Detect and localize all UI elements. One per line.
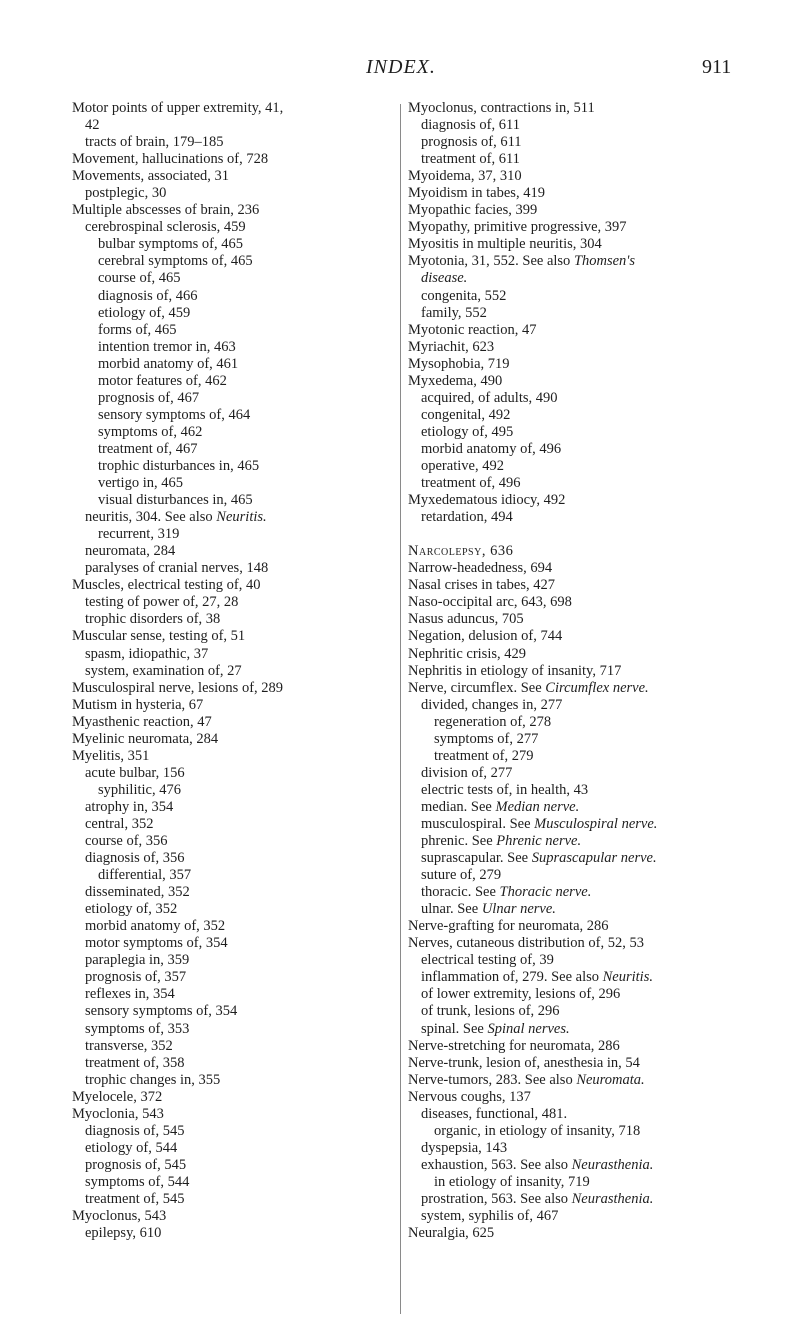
index-entry bbox=[408, 816, 738, 833]
index-entry-text: paralyses of cranial nerves, 148 bbox=[85, 560, 269, 577]
index-entry-text: suture of, 279 bbox=[421, 867, 502, 884]
index-entry-text: epilepsy, 610 bbox=[85, 1225, 162, 1242]
index-entry-text: morbid anatomy of, 496 bbox=[421, 440, 562, 457]
index-entry bbox=[408, 918, 738, 935]
index-entry-text: Myoclonus, contractions in, 511 bbox=[408, 100, 595, 116]
index-entry-text: inflammation of, 279. See also bbox=[421, 969, 603, 986]
index-entry-text: Myoidism in tabes, 419 bbox=[408, 185, 545, 202]
index-entry bbox=[72, 594, 390, 611]
index-entry-text: vertigo in, 465 bbox=[98, 475, 183, 492]
index-entry-text: Myelitis, 351 bbox=[72, 747, 150, 764]
index-entry-text: system, syphilis of, 467 bbox=[421, 1208, 559, 1225]
index-entry bbox=[72, 1106, 390, 1123]
index-entry bbox=[72, 935, 390, 952]
index-entry-text: Mutism in hysteria, 67 bbox=[72, 696, 204, 713]
index-entry bbox=[72, 407, 390, 424]
index-entry bbox=[72, 168, 390, 185]
index-entry-text: ulnar. See bbox=[421, 901, 482, 918]
index-entry-text: Myositis in multiple neuritis, 304 bbox=[408, 236, 602, 253]
index-entry bbox=[408, 1089, 738, 1106]
index-entry-text: Neuralgia, 625 bbox=[408, 1225, 495, 1242]
index-entry bbox=[72, 492, 390, 509]
index-entry bbox=[72, 867, 390, 884]
index-entry-text: retardation, 494 bbox=[421, 509, 513, 526]
index-entry bbox=[72, 1021, 390, 1038]
index-entry-text: motor features of, 462 bbox=[98, 372, 227, 389]
index-entry-text: central, 352 bbox=[85, 815, 154, 832]
index-entry-text: sensory symptoms of, 464 bbox=[98, 406, 251, 423]
index-entry bbox=[408, 202, 738, 219]
index-entry bbox=[72, 901, 390, 918]
index-entry-text: Myotonic reaction, 47 bbox=[408, 321, 537, 338]
column-divider bbox=[400, 104, 401, 1314]
index-entry-text: dyspepsia, 143 bbox=[421, 1139, 508, 1156]
index-entry bbox=[408, 731, 738, 748]
index-entry bbox=[72, 253, 390, 270]
index-entry bbox=[72, 1072, 390, 1089]
index-entry bbox=[72, 151, 390, 168]
index-entry-text: prognosis of, 545 bbox=[85, 1156, 187, 1173]
index-entry bbox=[408, 1003, 738, 1020]
index-entry bbox=[408, 339, 738, 356]
index-entry bbox=[408, 185, 738, 202]
index-entry-text: disseminated, 352 bbox=[85, 884, 190, 901]
index-entry bbox=[408, 543, 738, 560]
index-entry-text: spasm, idiopathic, 37 bbox=[85, 645, 209, 662]
index-entry bbox=[408, 1157, 738, 1174]
index-entry bbox=[408, 253, 738, 270]
index-entry-text: prostration, 563. See also bbox=[421, 1191, 572, 1207]
index-entry bbox=[408, 1072, 738, 1089]
index-entry-text: Nephritic crisis, 429 bbox=[408, 645, 526, 662]
index-entry-text: Narcolepsy, 636 bbox=[408, 543, 514, 560]
index-entry bbox=[408, 1225, 738, 1242]
index-entry-text: regeneration of, 278 bbox=[434, 713, 552, 730]
index-cross-reference: Spinal nerves. bbox=[487, 1020, 570, 1037]
index-entry-text: motor symptoms of, 354 bbox=[85, 935, 228, 952]
page-title: INDEX. bbox=[366, 56, 436, 78]
index-entry bbox=[408, 168, 738, 185]
index-entry bbox=[408, 901, 738, 918]
index-entry bbox=[408, 1174, 738, 1191]
index-entry bbox=[408, 1191, 738, 1208]
index-entry-text: morbid anatomy of, 461 bbox=[98, 355, 239, 372]
index-entry-text: reflexes in, 354 bbox=[85, 986, 175, 1003]
index-entry bbox=[408, 560, 738, 577]
index-entry-text: Narrow-headedness, 694 bbox=[408, 560, 553, 577]
index-entry bbox=[408, 646, 738, 663]
index-entry bbox=[72, 986, 390, 1003]
index-entry bbox=[72, 305, 390, 322]
index-entry bbox=[72, 458, 390, 475]
index-cross-reference: Neuromata. bbox=[576, 1071, 645, 1088]
index-entry bbox=[72, 1157, 390, 1174]
index-entry-text: Myotonia, 31, 552. See also bbox=[408, 253, 574, 270]
index-column-left bbox=[72, 100, 390, 1242]
index-entry-text: Multiple abscesses of brain, 236 bbox=[72, 202, 260, 219]
index-entry bbox=[72, 441, 390, 458]
index-entry bbox=[72, 731, 390, 748]
index-entry bbox=[72, 1208, 390, 1225]
index-cross-reference: Neuritis. bbox=[216, 509, 267, 526]
index-entry-text: Mysophobia, 719 bbox=[408, 355, 510, 372]
index-entry bbox=[72, 424, 390, 441]
index-entry-text: Nerve-grafting for neuromata, 286 bbox=[408, 918, 609, 935]
index-entry-text: course of, 465 bbox=[98, 270, 181, 287]
index-entry bbox=[408, 305, 738, 322]
index-entry bbox=[408, 867, 738, 884]
index-entry-text: Motor points of upper extremity, 41, bbox=[72, 100, 284, 116]
index-entry bbox=[408, 1021, 738, 1038]
index-entry-text: thoracic. See bbox=[421, 884, 500, 901]
index-entry-text: organic, in etiology of insanity, 718 bbox=[434, 1122, 641, 1139]
index-cross-reference: Thoracic nerve. bbox=[499, 884, 592, 901]
page-header bbox=[0, 56, 800, 86]
index-entry bbox=[72, 577, 390, 594]
index-entry bbox=[72, 952, 390, 969]
index-entry-text: exhaustion, 563. See also bbox=[421, 1156, 572, 1173]
index-entry bbox=[408, 390, 738, 407]
index-entry bbox=[72, 816, 390, 833]
index-entry bbox=[408, 628, 738, 645]
index-entry bbox=[408, 799, 738, 816]
index-entry-text: operative, 492 bbox=[421, 457, 504, 474]
index-entry-text: testing of power of, 27, 28 bbox=[85, 594, 239, 611]
index-entry-text: Nerve-stretching for neuromata, 286 bbox=[408, 1037, 620, 1054]
index-entry-text: of lower extremity, lesions of, 296 bbox=[421, 986, 621, 1003]
index-entry-text: prognosis of, 467 bbox=[98, 389, 200, 406]
index-entry bbox=[408, 117, 738, 134]
index-entry bbox=[408, 134, 738, 151]
index-entry bbox=[408, 288, 738, 305]
index-entry bbox=[408, 748, 738, 765]
index-entry-text: postplegic, 30 bbox=[85, 185, 167, 202]
index-entry bbox=[72, 714, 390, 731]
index-entry-text: paraplegia in, 359 bbox=[85, 952, 190, 969]
index-entry-text: symptoms of, 277 bbox=[434, 730, 539, 747]
index-entry bbox=[72, 884, 390, 901]
index-entry-text: in etiology of insanity, 719 bbox=[434, 1173, 590, 1190]
index-entry-text: trophic changes in, 355 bbox=[85, 1071, 221, 1088]
index-entry-text: Muscles, electrical testing of, 40 bbox=[72, 577, 261, 594]
index-entry-text: of trunk, lesions of, 296 bbox=[421, 1003, 560, 1020]
index-cross-reference: Median nerve. bbox=[495, 798, 580, 815]
index-entry-text: Negation, delusion of, 744 bbox=[408, 628, 563, 645]
index-entry bbox=[72, 322, 390, 339]
index-entry-text: acquired, of adults, 490 bbox=[421, 389, 558, 406]
index-entry bbox=[408, 850, 738, 867]
index-entry bbox=[408, 680, 738, 697]
index-entry-text: spinal. See bbox=[421, 1020, 488, 1037]
index-entry-text: Nerve, circumflex. See bbox=[408, 679, 546, 696]
index-entry-text: cerebrospinal sclerosis, 459 bbox=[85, 219, 246, 236]
index-entry bbox=[72, 219, 390, 236]
index-entry-text: Nephritis in etiology of insanity, 717 bbox=[408, 662, 622, 679]
index-entry-text: Myoclonia, 543 bbox=[72, 1105, 164, 1122]
index-entry bbox=[72, 1191, 390, 1208]
index-entry bbox=[72, 765, 390, 782]
index-entry-text: etiology of, 459 bbox=[98, 304, 191, 321]
index-entry-text: forms of, 465 bbox=[98, 321, 177, 338]
index-entry-text: Nervous coughs, 137 bbox=[408, 1088, 531, 1105]
index-entry bbox=[408, 441, 738, 458]
index-entry bbox=[408, 1208, 738, 1225]
index-entry-text: prognosis of, 611 bbox=[421, 134, 522, 151]
index-entry-text: 42 bbox=[85, 117, 100, 134]
index-entry-text: treatment of, 496 bbox=[421, 475, 521, 492]
index-entry-text: etiology of, 544 bbox=[85, 1139, 178, 1156]
index-entry bbox=[408, 986, 738, 1003]
index-entry bbox=[72, 185, 390, 202]
index-entry bbox=[72, 117, 390, 134]
index-column-right bbox=[408, 100, 738, 1242]
index-entry-text: diagnosis of, 545 bbox=[85, 1122, 185, 1139]
index-cross-reference: Thomsen's bbox=[573, 253, 636, 270]
index-entry bbox=[72, 663, 390, 680]
index-entry bbox=[408, 782, 738, 799]
index-entry bbox=[408, 100, 738, 117]
index-entry-text: Nasal crises in tabes, 427 bbox=[408, 577, 555, 594]
index-entry-text: diagnosis of, 356 bbox=[85, 850, 185, 867]
index-entry bbox=[408, 373, 738, 390]
index-entry-text: diagnosis of, 466 bbox=[98, 287, 198, 304]
index-cross-reference: Circumflex nerve. bbox=[545, 679, 649, 696]
index-entry bbox=[72, 1225, 390, 1242]
index-entry bbox=[408, 151, 738, 168]
index-entry bbox=[408, 663, 738, 680]
index-entry-text: treatment of, 611 bbox=[421, 151, 520, 168]
index-cross-reference: disease. bbox=[421, 270, 468, 287]
index-entry-text: bulbar symptoms of, 465 bbox=[98, 236, 243, 253]
index-entry bbox=[408, 1106, 738, 1123]
index-entry-text: Movements, associated, 31 bbox=[72, 168, 230, 185]
index-entry-text: Nerve-trunk, lesion of, anesthesia in, 54 bbox=[408, 1054, 640, 1071]
index-entry bbox=[72, 680, 390, 697]
index-entry bbox=[72, 969, 390, 986]
index-entry-text: recurrent, 319 bbox=[98, 526, 180, 543]
index-entry-text: diseases, functional, 481. bbox=[421, 1105, 568, 1122]
index-entry bbox=[72, 850, 390, 867]
index-entry-text: Muscular sense, testing of, 51 bbox=[72, 628, 246, 645]
index-entry-text: Naso-occipital arc, 643, 698 bbox=[408, 594, 572, 611]
index-entry-text: Nerves, cutaneous distribution of, 52, 53 bbox=[408, 935, 644, 952]
index-entry-text: treatment of, 467 bbox=[98, 440, 198, 457]
index-entry bbox=[72, 373, 390, 390]
index-entry-text: treatment of, 545 bbox=[85, 1191, 185, 1207]
index-entry-text: family, 552 bbox=[421, 304, 487, 321]
index-entry-text: treatment of, 279 bbox=[434, 747, 534, 764]
index-cross-reference: Ulnar nerve. bbox=[481, 901, 556, 918]
index-entry bbox=[72, 475, 390, 492]
index-entry-text: suprascapular. See bbox=[421, 850, 532, 867]
index-entry-text: Myopathic facies, 399 bbox=[408, 202, 538, 219]
index-entry-text: neuritis, 304. See also bbox=[85, 509, 217, 526]
index-section-gap bbox=[408, 526, 738, 543]
index-entry bbox=[408, 492, 738, 509]
index-entry-text: symptoms of, 544 bbox=[85, 1173, 190, 1190]
index-entry-text: Nerve-tumors, 283. See also bbox=[408, 1071, 577, 1088]
index-entry bbox=[72, 1140, 390, 1157]
index-entry bbox=[72, 288, 390, 305]
index-entry bbox=[72, 526, 390, 543]
index-entry-text: congenita, 552 bbox=[421, 287, 507, 304]
index-cross-reference: Neurasthenia. bbox=[571, 1191, 654, 1207]
index-entry bbox=[408, 1140, 738, 1157]
index-entry-text: musculospiral. See bbox=[421, 815, 535, 832]
index-entry bbox=[72, 628, 390, 645]
index-entry-text: acute bulbar, 156 bbox=[85, 764, 185, 781]
index-entry-text: median. See bbox=[421, 798, 496, 815]
index-entry-text: neuromata, 284 bbox=[85, 543, 176, 560]
index-cross-reference: Suprascapular nerve. bbox=[531, 850, 657, 867]
index-cross-reference: Phrenic nerve. bbox=[496, 833, 582, 850]
index-entry-text: intention tremor in, 463 bbox=[98, 338, 236, 355]
index-entry-text: phrenic. See bbox=[421, 833, 497, 850]
index-entry bbox=[72, 339, 390, 356]
index-entry bbox=[72, 1089, 390, 1106]
index-entry-text: differential, 357 bbox=[98, 867, 192, 884]
index-entry bbox=[72, 543, 390, 560]
index-entry bbox=[408, 714, 738, 731]
index-entry bbox=[72, 1055, 390, 1072]
index-entry-text: electrical testing of, 39 bbox=[421, 952, 554, 969]
index-entry-text: trophic disturbances in, 465 bbox=[98, 457, 260, 474]
index-entry-text: atrophy in, 354 bbox=[85, 798, 174, 815]
index-entry bbox=[408, 236, 738, 253]
index-cross-reference: Musculospiral nerve. bbox=[534, 815, 658, 832]
index-entry bbox=[408, 1038, 738, 1055]
index-entry-text: Myopathy, primitive progressive, 397 bbox=[408, 219, 627, 236]
index-entry bbox=[72, 697, 390, 714]
index-entry bbox=[72, 100, 390, 117]
index-entry bbox=[72, 270, 390, 287]
index-entry-text: trophic disorders of, 38 bbox=[85, 611, 221, 628]
index-entry bbox=[72, 833, 390, 850]
index-entry bbox=[408, 270, 738, 287]
page-number: 911 bbox=[702, 56, 732, 78]
index-entry bbox=[72, 236, 390, 253]
index-entry-text: Myoclonus, 543 bbox=[72, 1208, 167, 1225]
index-entry-text: etiology of, 495 bbox=[421, 423, 514, 440]
index-entry-text: Myasthenic reaction, 47 bbox=[72, 713, 212, 730]
index-entry bbox=[408, 219, 738, 236]
index-entry bbox=[408, 407, 738, 424]
index-entry-text: symptoms of, 462 bbox=[98, 423, 203, 440]
index-entry bbox=[408, 765, 738, 782]
index-entry bbox=[72, 1123, 390, 1140]
index-entry bbox=[408, 322, 738, 339]
index-entry-text: syphilitic, 476 bbox=[98, 781, 181, 798]
index-entry bbox=[408, 935, 738, 952]
index-entry-text: Myoidema, 37, 310 bbox=[408, 168, 522, 185]
index-cross-reference: Neuritis. bbox=[602, 969, 653, 986]
index-entry bbox=[72, 509, 390, 526]
index-entry bbox=[408, 594, 738, 611]
index-cross-reference: Neurasthenia. bbox=[571, 1156, 654, 1173]
index-entry bbox=[408, 1055, 738, 1072]
index-entry bbox=[408, 424, 738, 441]
index-entry bbox=[72, 560, 390, 577]
index-entry bbox=[72, 134, 390, 151]
index-entry-text: diagnosis of, 611 bbox=[421, 117, 520, 134]
index-entry-text: Myelocele, 372 bbox=[72, 1088, 163, 1105]
index-entry-text: treatment of, 358 bbox=[85, 1054, 185, 1071]
index-entry-text: congenital, 492 bbox=[421, 406, 511, 423]
index-entry bbox=[408, 611, 738, 628]
index-entry bbox=[408, 1123, 738, 1140]
index-entry-text: division of, 277 bbox=[421, 764, 513, 781]
index-entry bbox=[72, 782, 390, 799]
index-entry bbox=[72, 356, 390, 373]
index-entry-text: Myxedema, 490 bbox=[408, 372, 503, 389]
index-entry bbox=[408, 509, 738, 526]
index-entry bbox=[408, 833, 738, 850]
index-entry bbox=[408, 697, 738, 714]
index-entry bbox=[72, 390, 390, 407]
index-entry-text: etiology of, 352 bbox=[85, 901, 178, 918]
index-entry-text: electric tests of, in health, 43 bbox=[421, 781, 589, 798]
index-entry-text: Nasus aduncus, 705 bbox=[408, 611, 524, 628]
index-entry bbox=[72, 748, 390, 765]
index-entry-text: transverse, 352 bbox=[85, 1037, 173, 1054]
index-entry bbox=[72, 918, 390, 935]
index-entry bbox=[408, 356, 738, 373]
index-entry bbox=[72, 202, 390, 219]
index-entry bbox=[408, 458, 738, 475]
index-entry-text: cerebral symptoms of, 465 bbox=[98, 253, 253, 270]
index-entry-text: symptoms of, 353 bbox=[85, 1020, 190, 1037]
index-entry bbox=[408, 577, 738, 594]
index-entry bbox=[408, 969, 738, 986]
index-entry-text: visual disturbances in, 465 bbox=[98, 492, 253, 509]
index-entry-text: divided, changes in, 277 bbox=[421, 696, 563, 713]
index-entry-text: tracts of brain, 179–185 bbox=[85, 134, 224, 151]
index-entry bbox=[72, 799, 390, 816]
index-entry-text: prognosis of, 357 bbox=[85, 969, 187, 986]
index-entry-text: Musculospiral nerve, lesions of, 289 bbox=[72, 679, 284, 696]
index-entry-text: Myelinic neuromata, 284 bbox=[72, 730, 219, 747]
index-entry-text: Movement, hallucinations of, 728 bbox=[72, 151, 269, 168]
index-entry-text: system, examination of, 27 bbox=[85, 662, 242, 679]
index-entry bbox=[72, 1003, 390, 1020]
index-entry-text: Myriachit, 623 bbox=[408, 338, 495, 355]
index-entry bbox=[72, 611, 390, 628]
index-entry bbox=[72, 1038, 390, 1055]
index-entry-text: Myxedematous idiocy, 492 bbox=[408, 492, 566, 509]
index-entry-text: morbid anatomy of, 352 bbox=[85, 918, 226, 935]
index-entry bbox=[408, 952, 738, 969]
index-entry-text: sensory symptoms of, 354 bbox=[85, 1003, 238, 1020]
index-entry-text: course of, 356 bbox=[85, 833, 168, 850]
index-entry bbox=[72, 646, 390, 663]
index-entry bbox=[408, 884, 738, 901]
index-entry bbox=[408, 475, 738, 492]
index-entry bbox=[72, 1174, 390, 1191]
